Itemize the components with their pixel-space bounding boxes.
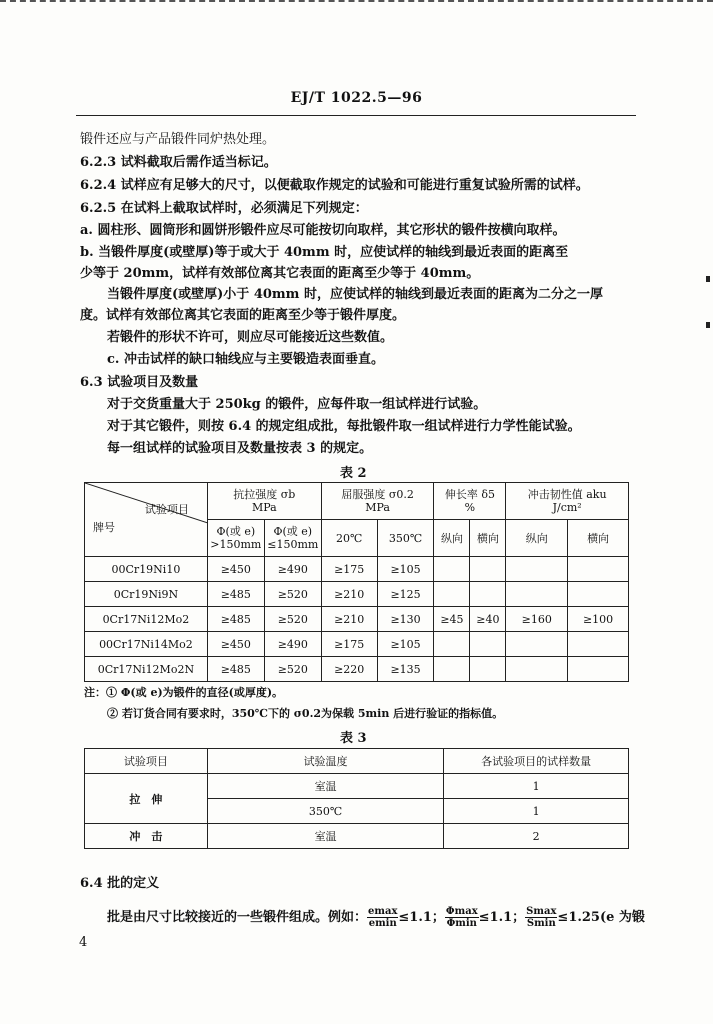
corner-bottom-label: 牌号 <box>93 521 115 534</box>
text-line: 6.2.5 在试料上截取试样时，必须满足下列规定： <box>80 201 368 216</box>
value-cell <box>568 557 629 582</box>
value-cell: ≥125 <box>377 582 434 607</box>
sub-diameter-range: ≤150mm <box>267 538 319 551</box>
value-cell: ≥485 <box>207 657 264 682</box>
value-cell <box>506 632 568 657</box>
fraction-e <box>367 906 398 929</box>
grade-cell: 0Cr19Ni9N <box>85 582 208 607</box>
table3-header-qty: 各试验项目的试样数量 <box>444 749 629 774</box>
value-cell: 2 <box>444 824 629 849</box>
corner-top-label: 试验项目 <box>144 503 189 516</box>
fraction-denominator: Φmin <box>446 918 477 929</box>
value-cell: ≥45 <box>434 607 470 632</box>
sub-transverse-impact: 横向 <box>568 520 629 557</box>
value-cell: ≥135 <box>377 657 434 682</box>
value-cell: ≥450 <box>207 557 264 582</box>
value-cell <box>470 557 506 582</box>
table-row <box>85 824 629 849</box>
text-line: 对于其它锻件，则按 6.4 的规定组成批，每批锻件取一组试样进行力学性能试验。 <box>107 419 581 434</box>
header-impact-label: 冲击韧性值 aku <box>527 488 607 501</box>
text-line: 对于交货重量大于 250kg 的锻件，应每件取一组试样进行试验。 <box>107 397 487 412</box>
table-row <box>85 607 629 632</box>
fraction-s <box>525 906 557 929</box>
text-line: 6.2.3 试料截取后需作适当标记。 <box>80 155 277 170</box>
table-row <box>85 657 629 682</box>
text-line: 每一组试样的试验项目及数量按表 3 的规定。 <box>107 441 373 456</box>
table3 <box>84 748 629 849</box>
value-cell: ≥105 <box>377 557 434 582</box>
value-cell: ≥520 <box>264 657 321 682</box>
value-cell <box>506 582 568 607</box>
sub-transverse: 横向 <box>470 520 506 557</box>
value-cell: 1 <box>444 799 629 824</box>
header-elongation <box>434 483 506 520</box>
table2-corner-cell <box>85 483 208 557</box>
sub-diameter-large <box>207 520 264 557</box>
value-cell <box>568 632 629 657</box>
sub-temp-20: 20℃ <box>321 520 377 557</box>
table-row <box>85 582 629 607</box>
header-elongation-label: 伸长率 δ5 <box>444 488 495 501</box>
value-cell: ≥210 <box>321 607 377 632</box>
sub-longitudinal-impact: 纵向 <box>506 520 568 557</box>
value-cell <box>568 657 629 682</box>
value-cell <box>506 657 568 682</box>
value-cell <box>470 582 506 607</box>
fraction-phi <box>445 906 479 929</box>
text-line: 当锻件厚度(或壁厚)小于 40mm 时，应使试样的轴线到最近表面的距离为二分之一厚 <box>107 287 603 302</box>
table3-header-item: 试验项目 <box>85 749 208 774</box>
header-elongation-unit: % <box>464 501 476 514</box>
header-impact <box>506 483 629 520</box>
text-line: 少等于 20mm，试样有效部位离其它表面的距离至少等于 40mm。 <box>80 266 480 281</box>
value-cell: 350℃ <box>207 799 444 824</box>
ratio-limit: ≤1.1； <box>398 910 445 925</box>
header-impact-unit: J/cm² <box>552 501 582 514</box>
grade-cell: 00Cr19Ni10 <box>85 557 208 582</box>
fraction-denominator: Smin <box>526 918 556 929</box>
header-yield-label: 屈服强度 σ0.2 <box>341 488 414 501</box>
header-yield <box>321 483 434 520</box>
page-number: 4 <box>79 935 88 950</box>
table3-caption: 表 3 <box>340 731 367 746</box>
sub-diameter-range: >150mm <box>210 538 262 551</box>
value-cell: ≥490 <box>264 557 321 582</box>
text-line: 锻件还应与产品锻件同炉热处理。 <box>80 132 276 147</box>
value-cell: ≥175 <box>321 632 377 657</box>
value-cell <box>434 582 470 607</box>
value-cell: ≥450 <box>207 632 264 657</box>
value-cell: ≥105 <box>377 632 434 657</box>
section-heading: 6.3 试验项目及数量 <box>80 375 199 390</box>
header-tensile-unit: MPa <box>251 501 277 514</box>
sub-longitudinal: 纵向 <box>434 520 470 557</box>
grade-cell: 0Cr17Ni12Mo2N <box>85 657 208 682</box>
sub-temp-350: 350℃ <box>377 520 434 557</box>
value-cell: 室温 <box>207 774 444 799</box>
header-yield-unit: MPa <box>365 501 390 514</box>
value-cell: 1 <box>444 774 629 799</box>
text-line-ratio <box>107 906 645 929</box>
text-line: 若锻件的形状不许可，则应尽可能接近这些数值。 <box>107 330 394 345</box>
value-cell: ≥160 <box>506 607 568 632</box>
value-cell <box>434 657 470 682</box>
text-line: 度。试样有效部位离其它表面的距离至少等于锻件厚度。 <box>80 308 406 323</box>
value-cell: ≥130 <box>377 607 434 632</box>
table3-item-tensile: 拉 伸 <box>85 774 208 824</box>
value-cell: ≥175 <box>321 557 377 582</box>
table2 <box>84 482 629 682</box>
value-cell: ≥40 <box>470 607 506 632</box>
value-cell <box>506 557 568 582</box>
value-cell: ≥520 <box>264 582 321 607</box>
value-cell <box>434 557 470 582</box>
header-rule <box>76 115 636 116</box>
sub-diameter-label: Φ(或 e) <box>273 525 313 538</box>
table-row <box>85 774 629 799</box>
header-tensile-label: 抗拉强度 σb <box>233 488 296 501</box>
grade-cell: 0Cr17Ni12Mo2 <box>85 607 208 632</box>
value-cell <box>470 657 506 682</box>
text-line: 6.2.4 试样应有足够大的尺寸，以便截取作规定的试验和可能进行重复试验所需的试样。 <box>80 178 589 193</box>
ratio-limit: ≤1.25(e 为锻 <box>557 910 645 925</box>
scan-mark <box>706 322 710 328</box>
value-cell: ≥220 <box>321 657 377 682</box>
fraction-numerator: emax <box>368 906 398 917</box>
section-heading: 6.4 批的定义 <box>80 876 160 891</box>
table3-header-temp: 试验温度 <box>207 749 444 774</box>
sub-diameter-small <box>264 520 321 557</box>
value-cell: ≥485 <box>207 607 264 632</box>
fraction-denominator: emin <box>368 918 397 929</box>
value-cell <box>568 582 629 607</box>
value-cell: ≥520 <box>264 607 321 632</box>
value-cell: 室温 <box>207 824 444 849</box>
ratio-limit: ≤1.1； <box>478 910 526 925</box>
text-line: b. 当锻件厚度(或壁厚)等于或大于 40mm 时，应使试样的轴线到最近表面的距离至 <box>80 245 569 260</box>
value-cell: ≥490 <box>264 632 321 657</box>
table2-note-2: ② 若订货合同有要求时，350℃下的 σ0.2为保载 5min 后进行验证的指标值。 <box>107 707 504 720</box>
table3-item-impact: 冲 击 <box>85 824 208 849</box>
sub-diameter-label: Φ(或 e) <box>216 525 256 538</box>
value-cell: ≥210 <box>321 582 377 607</box>
table-row <box>85 557 629 582</box>
header-tensile <box>207 483 321 520</box>
ratio-text: 批是由尺寸比较接近的一些锻件组成。例如： <box>107 910 368 925</box>
value-cell <box>470 632 506 657</box>
grade-cell: 00Cr17Ni14Mo2 <box>85 632 208 657</box>
text-line: a. 圆柱形、圆筒形和圆饼形锻件应尽可能按切向取样，其它形状的锻件按横向取样。 <box>80 223 566 238</box>
table-row <box>85 632 629 657</box>
page-header: EJ/T 1022.5—96 <box>290 90 423 106</box>
value-cell: ≥485 <box>207 582 264 607</box>
fraction-numerator: Smax <box>526 906 557 917</box>
scan-top-border <box>0 0 713 2</box>
scan-mark <box>706 276 710 282</box>
value-cell: ≥100 <box>568 607 629 632</box>
table2-note-1: 注：① Φ(或 e)为锻件的直径(或厚度)。 <box>84 686 284 699</box>
value-cell <box>434 632 470 657</box>
fraction-numerator: Φmax <box>445 906 478 917</box>
table2-caption: 表 2 <box>340 466 367 481</box>
text-line: c. 冲击试样的缺口轴线应与主要锻造表面垂直。 <box>107 352 384 367</box>
